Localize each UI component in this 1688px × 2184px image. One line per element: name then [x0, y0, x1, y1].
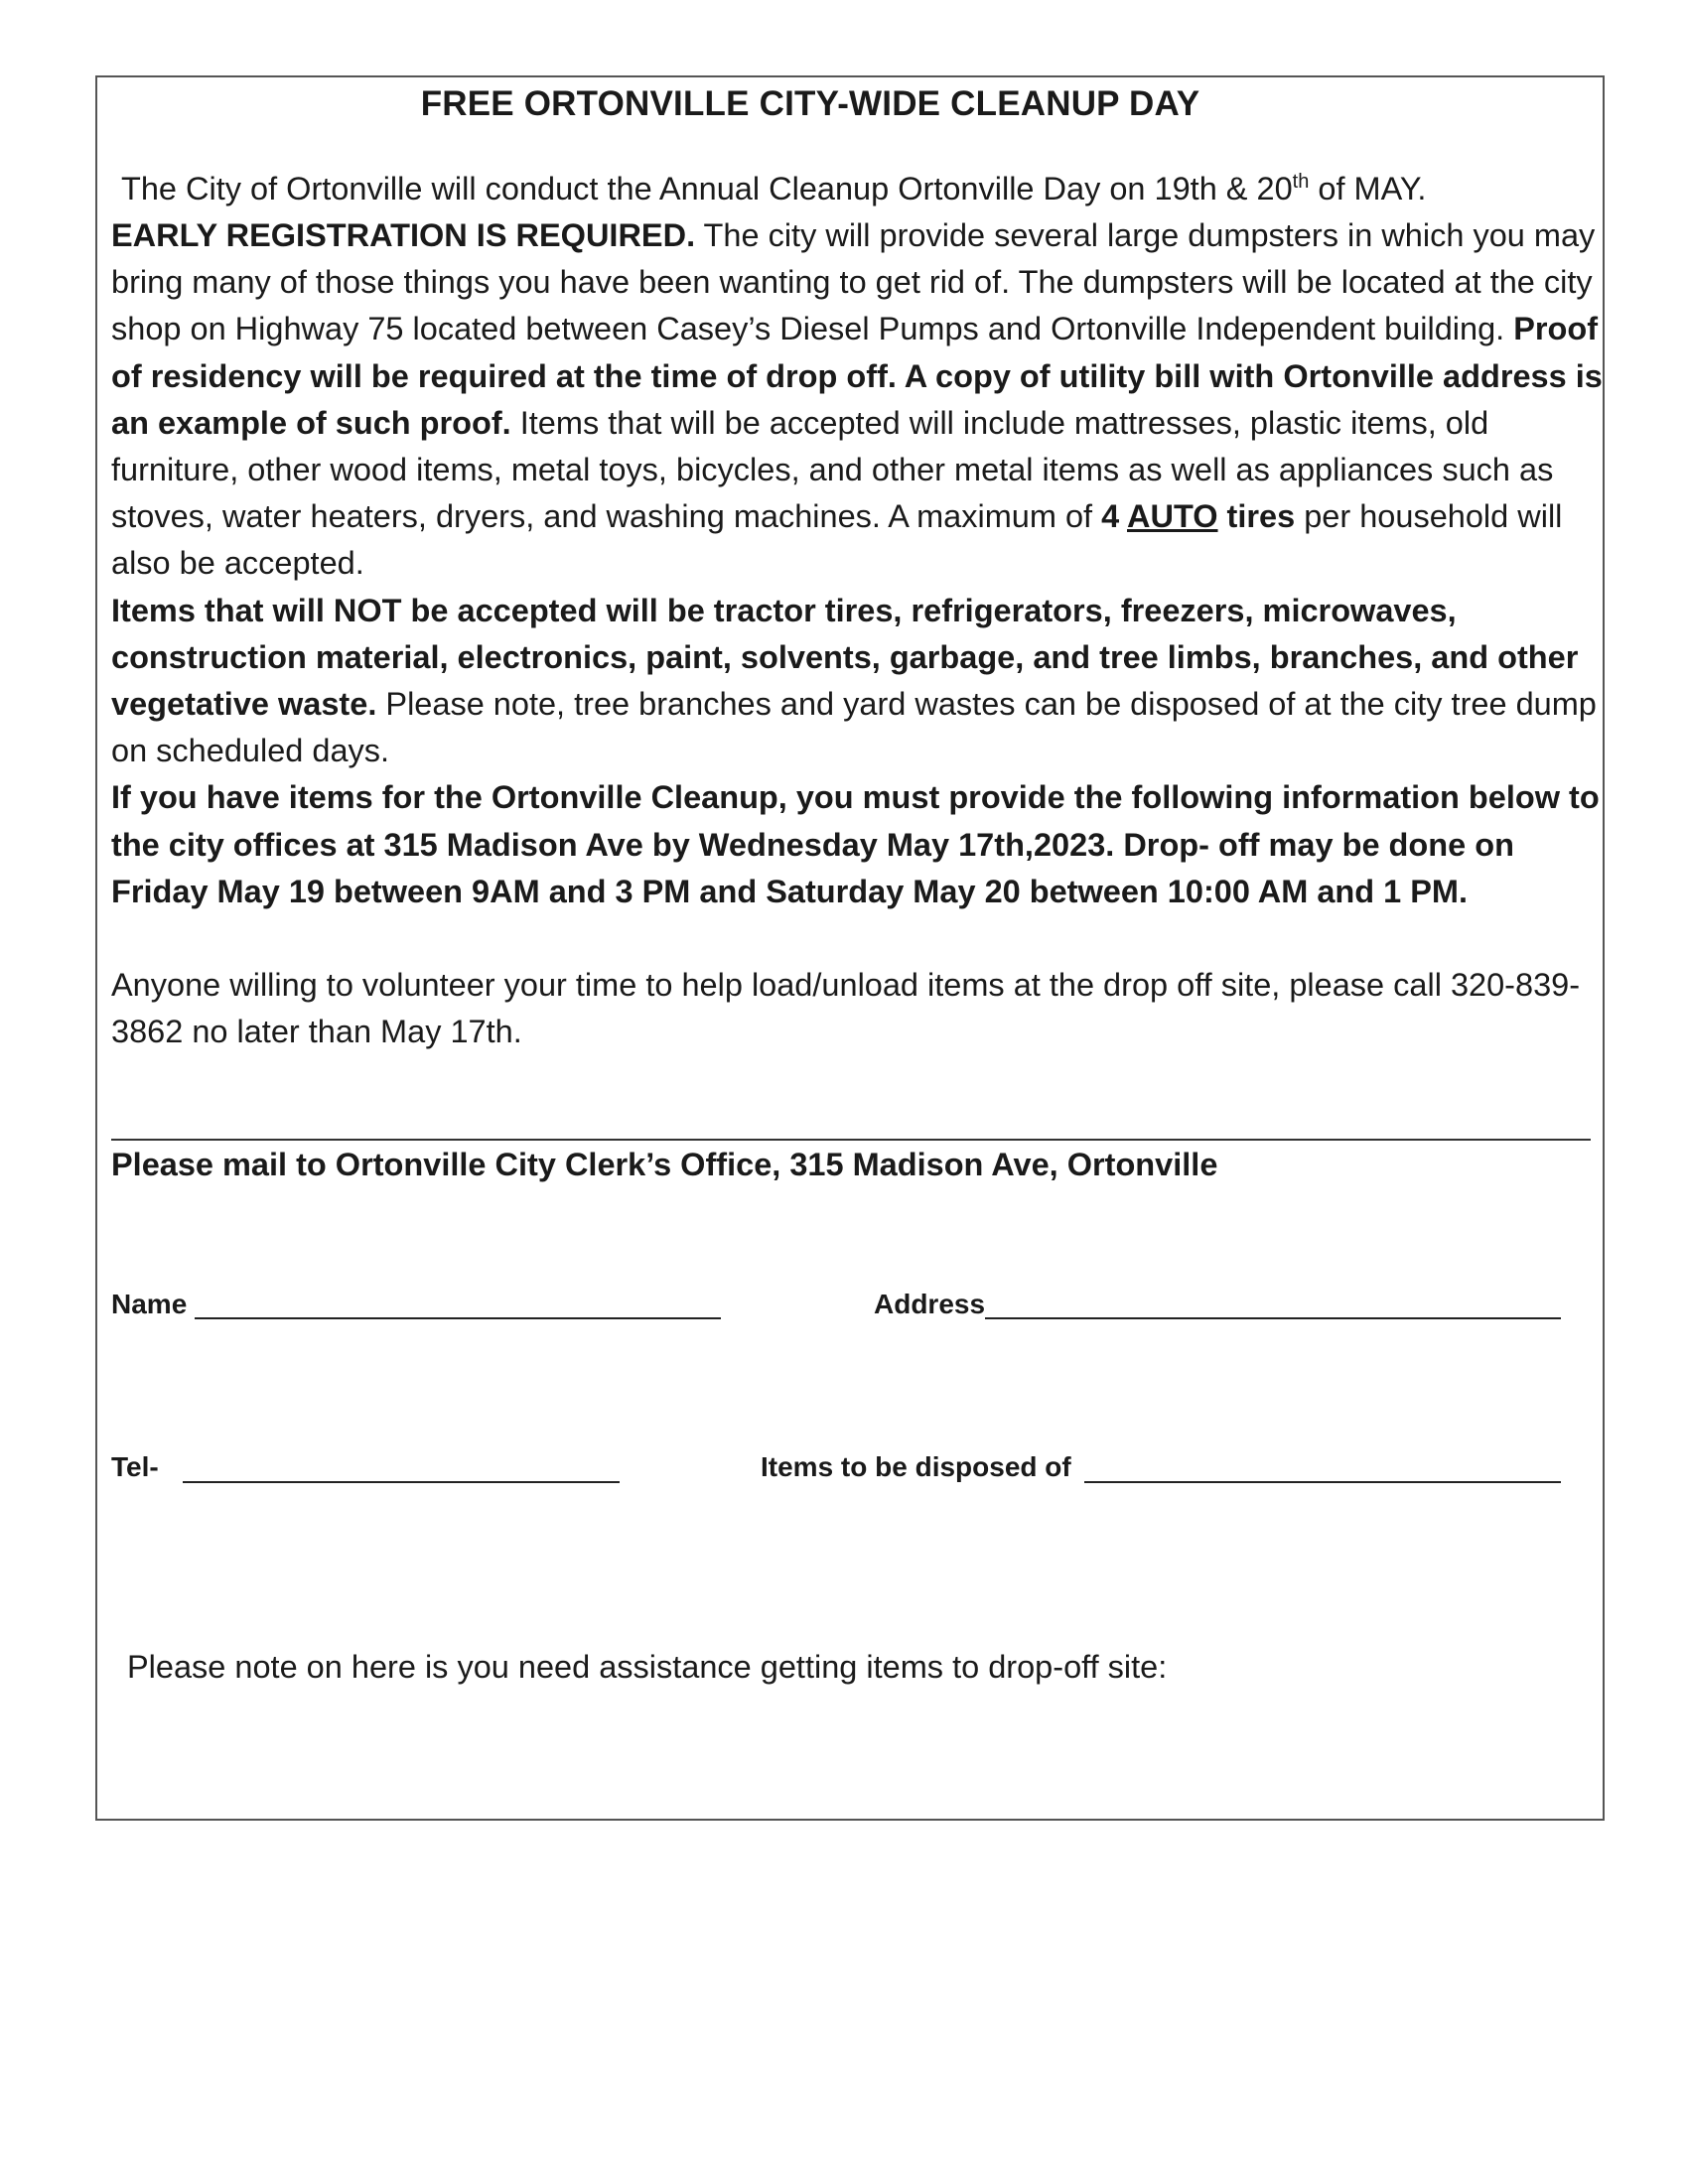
intro-text-a: The City of Ortonville will conduct the Annual Cleanup Ortonville Day on 19th & 20 [121, 170, 1293, 206]
intro-text-c: The city will provide several large dumpsters in which you may bring many of those things you have been wanting to get rid of. The dumpsters will be located at the city shop on Highway 75 located between Casey’s Diesel Pumps and Ortonville Independent building. [111, 217, 1596, 347]
auto-underlined: AUTO [1127, 498, 1218, 535]
flyer-body [111, 159, 1609, 1055]
name-field[interactable] [195, 1317, 721, 1319]
intro-continued [111, 212, 1609, 588]
intro-text-e: per household will also be accepted. [111, 498, 1563, 582]
tel-label: Tel- [111, 1451, 159, 1482]
address-field[interactable] [985, 1317, 1561, 1319]
intro-text-b: of MAY. [1309, 170, 1427, 206]
name-label: Name [111, 1289, 188, 1319]
assistance-note: Please note on here is you need assistance getting items to drop-off site: [127, 1649, 1168, 1685]
section-divider [111, 1139, 1591, 1141]
instructions-text: If you have items for the Ortonville Cleanup, you must provide the following information below to the city offices at 315 Madison Ave by Wednesday May 17th,2023. Drop- off may be done on Friday May 19 between 9AM and 3 PM and Saturday May 20 between 10:00 AM and 1 PM. [111, 779, 1600, 909]
items-field[interactable] [1084, 1481, 1561, 1483]
intro-text-d: Items that will be accepted will include mattresses, plastic items, old furniture, other wood items, metal toys, bicycles, and other metal items as well as appliances such as stoves, water heaters, dryers, and washing machines. A maximum of [111, 404, 1554, 535]
mail-to-instruction: Please mail to Ortonville City Clerk’s Office, 315 Madison Ave, Ortonville [111, 1147, 1218, 1182]
intro-paragraph [111, 159, 1609, 212]
tires-word: tires [1217, 498, 1296, 535]
instructions-paragraph [111, 774, 1609, 915]
volunteer-paragraph: Anyone willing to volunteer your time to help load/unload items at the drop off site, please call 320-839-3862 no later than May 17th. [111, 967, 1581, 1050]
yard-waste-note: Please note, tree branches and yard wastes can be disposed of at the city tree dump on scheduled days. [111, 686, 1597, 769]
items-label: Items to be disposed of [761, 1451, 1071, 1482]
address-label: Address [874, 1289, 986, 1319]
tire-count: 4 [1101, 498, 1128, 535]
paragraph-gap [111, 915, 1609, 962]
tel-field[interactable] [183, 1481, 620, 1483]
proof-of-residency-notice: Proof of residency will be required at the time of drop off. A copy of utility bill with Ortonville address is an example of such proof. [111, 311, 1603, 441]
intro-superscript: th [1292, 171, 1310, 193]
flyer-title: FREE ORTONVILLE CITY-WIDE CLEANUP DAY [420, 84, 1200, 123]
early-registration-notice: EARLY REGISTRATION IS REQUIRED. [111, 217, 696, 254]
not-accepted-list: Items that will NOT be accepted will be tractor tires, refrigerators, freezers, microwaves, construction material, electronics, paint, solvents, garbage, and tree limbs, branches, and other vegetative waste. [111, 592, 1579, 723]
not-accepted-paragraph [111, 588, 1609, 775]
